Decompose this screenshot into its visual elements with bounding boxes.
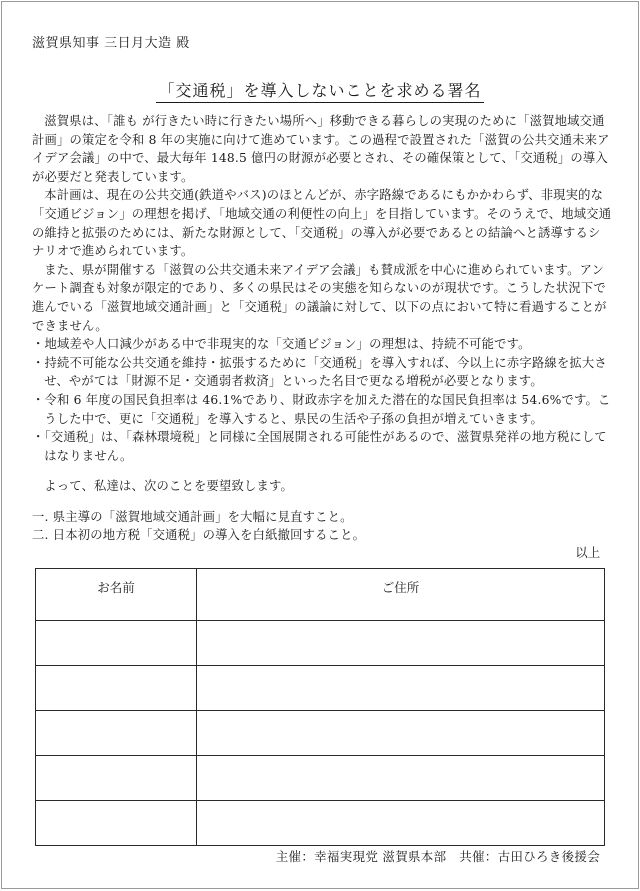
petition-body (32, 112, 612, 545)
name-cell[interactable] (36, 801, 197, 846)
document-title (2, 78, 638, 101)
address-column-header: ご住所 (197, 569, 605, 621)
name-cell[interactable] (36, 756, 197, 801)
bullet-item: ・「交通税」は、「森林環境税」と同様に全国展開される可能性があるので、滋賀県発祥の地方税にしてはなりません。 (32, 430, 607, 463)
paragraph-plan: 本計画は、現在の公共交通(鉄道やバス)のほとんどが、赤字路線であるにもかかわらず、非現実的な「交通ビジョン」の理想を掲げ、「地域交通の利便性の向上」を目指しています。そのうえで、地域交通の維持と拡張のためには、新たな財源として、「交通税」の導入が必要であるとの結論へと誘導するシナリオで進められています。 (32, 188, 612, 259)
paragraph-intro: 滋賀県は、「誰も が行きたい時に行きたい場所へ」移動できる暮らしの実現のために「滋賀地域交通計画」の策定を令和 8 年の実施に向けて進めています。この過程で設置された「滋賀の公共交通未来アイデア会議」の中で、最大毎年 148.5 億円の財源が必要とされ、その確保策として、「交通税」の導入が必要だと発表しています。 (32, 114, 610, 184)
signature-row (36, 801, 605, 846)
address-cell[interactable] (197, 756, 605, 801)
demand-item: 一. 県主導の「滋賀地域交通計画」を大幅に見直すこと。 (32, 509, 353, 524)
address-cell[interactable] (197, 666, 605, 711)
petition-sheet (1, 1, 639, 889)
addressee: 滋賀県知事 三日月大造 殿 (32, 36, 190, 51)
bullet-item: ・令和 6 年度の国民負担率は 46.1%であり、財政赤字を加えた潜在的な国民負担率は 54.6%です。こうした中で、更に「交通税」を導入すると、県民の生活や子孫の負担が増えていきます。 (32, 392, 611, 426)
signature-row (36, 666, 605, 711)
name-cell[interactable] (36, 711, 197, 756)
organizer-footer: 主催：幸福実現党 滋賀県本部 共催：古田ひろき後援会 (275, 849, 600, 864)
closing-statement: よって、私達は、次のことを要望致します。 (44, 479, 294, 494)
bullet-item: ・地域差や人口減少がある中で非現実的な「交通ビジョン」の理想は、持続不可能です。 (32, 337, 531, 352)
signature-row (36, 621, 605, 666)
name-cell[interactable] (36, 666, 197, 711)
ijo-mark: 以上 (575, 546, 600, 560)
demand-item: 二. 日本初の地方税「交通税」の導入を白紙撤回すること。 (32, 528, 366, 543)
signature-header-row (36, 569, 605, 621)
bullet-item: ・持続不可能な公共交通を維持・拡張するために「交通税」を導入すれば、今以上に赤字路線を拡大させ、やがては「財源不足・交通弱者救済」といった名目で更なる増税が必要となります。 (32, 355, 607, 389)
address-cell[interactable] (197, 621, 605, 666)
document-title-text: 「交通税」を導入しないことを求める署名 (156, 81, 483, 103)
paragraph-meeting: また、県が開催する「滋賀の公共交通未来アイデア会議」も賛成派を中心に進められています。アンケート調査も対象が限定的であり、多くの県民はその実態を知らないのが現状です。こうした状況下で進んでいる「滋賀地域交通計画」と「交通税」の議論に対して、以下の点において特に看過することができません。 (32, 262, 607, 333)
name-cell[interactable] (36, 621, 197, 666)
signature-row (36, 756, 605, 801)
address-cell[interactable] (197, 711, 605, 756)
name-column-header: お名前 (36, 569, 197, 621)
address-cell[interactable] (197, 801, 605, 846)
demands-list (32, 508, 612, 545)
signature-table (35, 568, 605, 846)
signature-row (36, 711, 605, 756)
